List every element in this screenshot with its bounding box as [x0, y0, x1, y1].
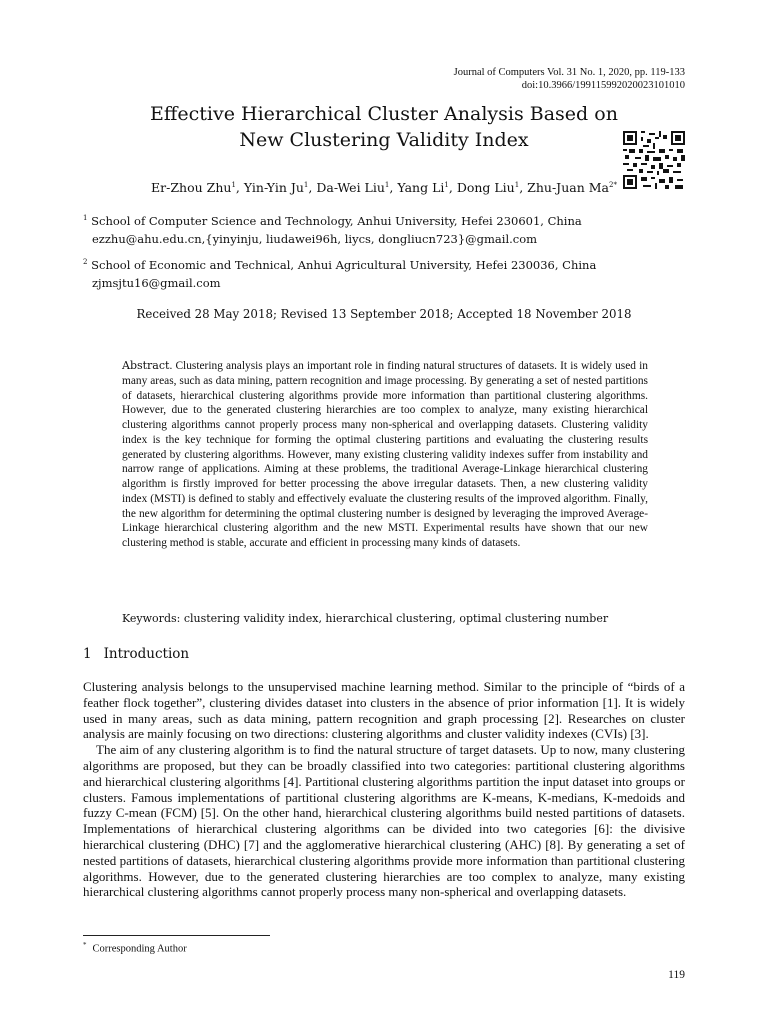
section-title: Introduction — [103, 646, 190, 662]
abstract-text: . Clustering analysis plays an important role in finding natural structures of datasets. It is widely used in many areas, such as data mining, pattern recognition and image processing. By generating a set of nested partitions of datasets, hierarchical clustering algorithms provide more information than partitional clustering algorithms. However, due to the generated clustering hierarchies are too complex to analyze, many existing hierarchical clustering algorithms cannot properly process many non-spherical and overlapping datasets. Clustering validity index is the key technique for forming the optimal clustering partitions and evaluating the clustering results generated by clustering algorithms. However, many existing clustering validity indexes suffer from instability and narrow range of applications. Aiming at these problems, the traditional Average-Linkage hierarchical clustering algorithm is firstly improved for better processing the above irregular datasets. Then, a new clustering validity index (MSTI) is defined to stably and effectively evaluate the clustering results of the improved algorithm. Finally, the new algorithm for determining the optimal clustering number is designed by leveraging the improved Average-Linkage hierarchical clustering algorithm and the new MSTI. Experimental results have shown that our new clustering method is stable, accurate and efficient in processing many kinds of datasets. — [122, 360, 648, 549]
affiliation-emails: zjmsjtu16@gmail.com — [92, 275, 221, 290]
affiliation-institution: School of Economic and Technical, Anhui Agricultural University, Hefei 230036, China — [91, 257, 597, 272]
footnote-text: Corresponding Author — [92, 943, 187, 955]
author-list: Er-Zhou Zhu$^1$, Yin-Yin Ju$^1$, Da-Wei Liu$^1$, Yang Li$^1$, Dong Liu$^1$, Zhu-Juan $Ma^{2*}$ — [151, 180, 617, 195]
journal-header — [454, 66, 685, 92]
footnote-divider — [83, 935, 270, 936]
author: Er-Zhou Zhu$^1$ — [151, 180, 236, 195]
paragraph: Clustering analysis belongs to the unsupervised machine learning method. Similar to the principle of “birds of a feather flock together”, clustering divides dataset into clusters in the absence of prior information [1]. It is widely used in many areas, such as data mining, pattern recognition and graph processing [2]. Researches on cluster analysis are mainly focusing on two directions: clustering algorithms and cluster validity indexes (CVIs) [3]. — [83, 679, 685, 742]
body-text — [83, 679, 685, 900]
abstract — [122, 359, 648, 551]
keywords-label: Keywords: — [122, 612, 181, 625]
affiliation-emails: ezzhu@ahu.edu.cn,{yinyinju, liudawei96h, liycs, dongliucn723}@gmail.com — [92, 231, 538, 246]
author: Yin-Yin Ju$^1$ — [243, 180, 309, 195]
author: Dong Liu$^1$ — [456, 180, 520, 195]
submission-dates: Received 28 May 2018; Revised 13 September 2018; Accepted 18 November 2018 — [136, 307, 632, 321]
abstract-label: Abstract — [122, 359, 170, 372]
keywords-text: clustering validity index, hierarchical clustering, optimal clustering number — [183, 612, 609, 625]
author: Da-Wei Liu$^1$ — [316, 180, 390, 195]
section-number: 1 — [83, 646, 92, 662]
footnote-mark: * — [83, 941, 87, 949]
journal-citation: Journal of Computers Vol. 31 No. 1, 2020, pp. 119-133 — [453, 67, 685, 78]
paragraph: The aim of any clustering algorithm is to find the natural structure of target datasets. Up to now, many clustering algorithms are proposed, but they can be broadly classified into two categories: partitional clustering algorithms and hierarchical clustering algorithms [4]. Partitional clustering algorithms partition the input dataset into groups or clusters. Famous implementations of partitional clustering algorithms are K-means, K-medians, K-medoids and fuzzy C-mean (FCM) [5]. On the other hand, hierarchical clustering algorithms build nested partitions of datasets. Implementations of hierarchical clustering algorithms can be divided into two categories [6]: the divisive hierarchical clustering (DHC) [7] and the agglomerative hierarchical clustering (AHC) [8]. By generating a set of nested partitions of datasets, hierarchical clustering algorithms provide more information than partitional clustering algorithms. However, due to the generated clustering hierarchies are too complex to analyze, many existing hierarchical clustering algorithms cannot properly process many non-spherical and overlapping datasets. — [83, 742, 685, 900]
page-number: 119 — [668, 969, 685, 981]
title-line-1: Effective Hierarchical Cluster Analysis Based on — [150, 103, 618, 125]
affiliation-2: $^2$ School of Economic and Technical, Anhui Agricultural University, Hefei 230036, China zjmsjtu16@gmail.com — [83, 253, 683, 292]
affiliation-institution: School of Computer Science and Technology, Anhui University, Hefei 230601, China — [91, 213, 582, 228]
author: Zhu-Juan $Ma^{2*}$ — [527, 180, 617, 195]
section-heading — [83, 646, 189, 662]
doi: doi:10.3966/199115992020023101010 — [521, 80, 685, 91]
footnote — [83, 941, 187, 955]
author: Yang Li$^1$ — [397, 180, 449, 195]
keywords — [122, 612, 648, 625]
affiliation-1: $^1$ School of Computer Science and Technology, Anhui University, Hefei 230601, China ezzhu@ahu.edu.cn,{yinyinju, liudawei96h, liycs, dongliucn723}@gmail.com — [83, 209, 683, 248]
title-line-2: New Clustering Validity Index — [239, 129, 529, 151]
